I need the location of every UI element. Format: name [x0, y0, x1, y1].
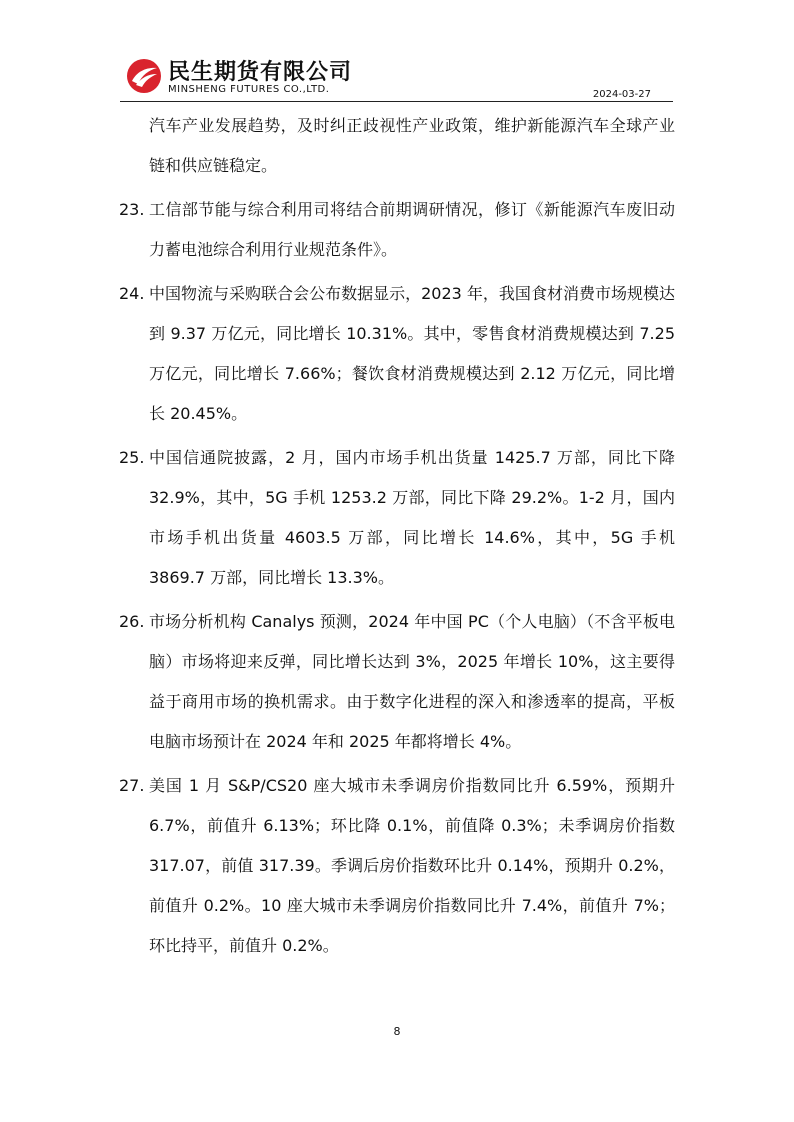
brand-name-en: MINSHENG FUTURES CO.,LTD. [168, 84, 330, 95]
list-item [119, 274, 675, 434]
item-text: 美国 1 月 S&P/CS20 座大城市未季调房价指数同比升 6.59%，预期升 6.7%，前值升 6.13%；环比降 0.1%，前值降 0.3%；未季调房价指数 317.07，前值 317.39。季调后房价指数环比升 0.14%，预期升 0.2%，前值升 0.2%。10 座大城市未季调房价指数同比升 7.4%，前值升 7%；环比持平，前值升 0.2%。 [149, 776, 675, 955]
brand-name-cn: 民生期货有限公司 [168, 60, 353, 85]
item-number: 26. [119, 612, 145, 631]
item-number: 27. [119, 776, 145, 795]
item-text: 中国信通院披露，2 月，国内市场手机出货量 1425.7 万部，同比下降 32.9%，其中，5G 手机 1253.2 万部，同比下降 29.2%。1-2 月，国内市场手机出货量 4603.5 万部，同比增长 14.6%，其中，5G 手机 3869.7 万部，同比增长 13.3%。 [149, 448, 675, 587]
list-item [119, 190, 675, 270]
list-item [119, 766, 675, 966]
minsheng-logo-icon [126, 58, 162, 94]
item-text: 市场分析机构 Canalys 预测，2024 年中国 PC（个人电脑）（不含平板电脑）市场将迎来反弹，同比增长达到 3%，2025 年增长 10%，这主要得益于商用市场的换机需求。由于数字化进程的深入和渗透率的提高，平板电脑市场预计在 2024 年和 2025 年都将增长 4%。 [149, 612, 675, 751]
page-number: 8 [393, 1025, 401, 1038]
item-number: 23. [119, 200, 145, 219]
list-item [119, 438, 675, 598]
header-divider [120, 101, 673, 102]
continued-paragraph: 汽车产业发展趋势，及时纠正歧视性产业政策，维护新能源汽车全球产业链和供应链稳定。 [149, 116, 675, 175]
news-list [119, 106, 675, 966]
list-item [119, 602, 675, 762]
item-number: 24. [119, 284, 145, 303]
item-number: 25. [119, 448, 145, 467]
page-header [120, 52, 673, 102]
report-date: 2024-03-27 [592, 89, 651, 100]
item-text: 工信部节能与综合利用司将结合前期调研情况，修订《新能源汽车废旧动力蓄电池综合利用行业规范条件》。 [149, 200, 675, 259]
item-text: 中国物流与采购联合会公布数据显示，2023 年，我国食材消费市场规模达到 9.37 万亿元，同比增长 10.31%。其中，零售食材消费规模达到 7.25 万亿元，同比增长 7.66%；餐饮食材消费规模达到 2.12 万亿元，同比增长 20.45%。 [149, 284, 675, 423]
